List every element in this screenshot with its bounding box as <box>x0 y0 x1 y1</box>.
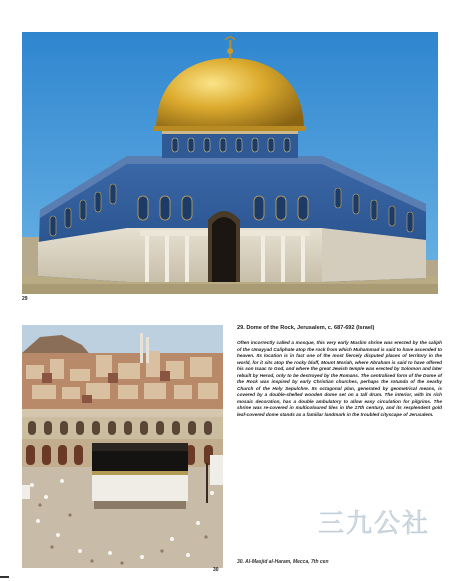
caption-title-29: 29. Dome of the Rock, Jerusalem, c. 687-692 (Israel) <box>237 325 375 331</box>
page-corner-mark <box>0 576 9 578</box>
watermark: 三九公社 <box>318 509 431 539</box>
caption-body-29: Often incorrectly called a mosque, this very early Muslim shrine was erected by the caliph of the Umayyad Caliphate atop the rock from which Muhammad is said to have ascended to heaven. Its location is in fact one of the most fiercely disputed places of territory in the world, for it sits atop the rocky bluff, Mount Moriah, where Abraham is said to have offered his son Isaac to God, and where the great Jewish temple was erected by Solomon and later rebuilt by Herod, only to be destroyed by the Romans. The centralised form of the Dome of the Rock was inspired by early Christian churches, perhaps the rotunda of the nearby Church of the Holy Sepulchre. Its octagonal plan, generated by geometrical means, is covered by a double-shelled wooden dome set on a tall drum. The interior, with its rich mosaic decoration, has a double ambulatory to allow easy circulation for pilgrims. The shrine was re-covered in multicoloured tiles in the 17th century, and its resplendent gold leaf-covered dome stands as a familiar landmark in the troubled cityscape of Jerusalem. <box>237 340 442 418</box>
masjid-al-haram-illustration <box>22 325 223 568</box>
dome-of-the-rock-photo <box>22 32 438 294</box>
masjid-al-haram-photo <box>22 325 223 568</box>
figure-number-30: 30 <box>213 567 219 573</box>
figure-number-29: 29 <box>22 296 28 302</box>
dome-of-the-rock-illustration <box>22 32 438 294</box>
caption-title-30: 30. Al-Masjid al-Haram, Mecca, 7th cen <box>237 559 329 565</box>
